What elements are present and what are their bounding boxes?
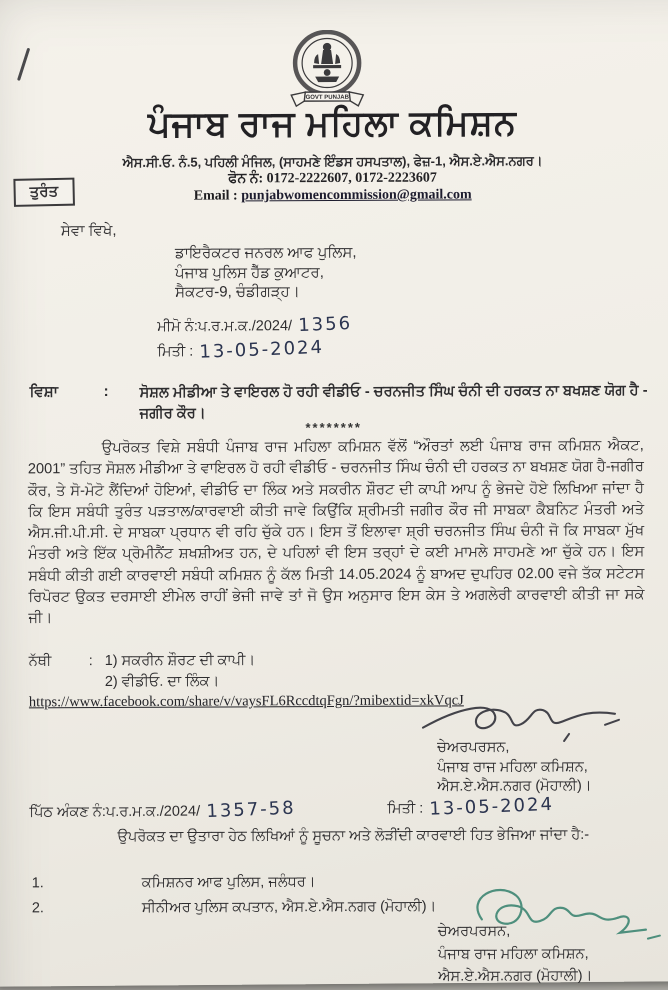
salutation: ਸੇਵਾ ਵਿਖੇ, — [60, 221, 117, 240]
enclosure-label: ਨੱਥੀ — [28, 653, 52, 670]
enclosure-item: 1) ਸਕਰੀਨ ਸ਼ੌਰਟ ਦੀ ਕਾਪੀ। — [104, 652, 256, 670]
endorsement-number-line — [29, 799, 295, 821]
recipient-line: ਡਾਇਰੈਕਟਰ ਜਨਰਲ ਆਫ ਪੁਲਿਸ, — [174, 243, 357, 262]
govt-punjab-emblem-icon — [273, 30, 381, 114]
memo-date-line — [157, 336, 325, 363]
signatory-org: ਪੰਜਾਬ ਰਾਜ ਮਹਿਲਾ ਕਮਿਸ਼ਨ, — [437, 945, 589, 963]
endorsement-label: ਪਿੱਠ ਅੰਕਣ ਨੰ:ਪ.ਰ.ਮ.ਕ./2024/ — [29, 803, 201, 821]
recipient-address-block — [175, 243, 357, 302]
lion-capital-silhouette — [313, 43, 341, 82]
org-email-line — [0, 187, 667, 206]
email-label: Email : — [193, 188, 238, 204]
endorsement-note: ਉਪਰੋਕਤ ਦਾ ਉਤਾਰਾ ਹੇਠ ਲਿਖਿਆਂ ਨੂੰ ਸੂਚਨਾ ਅਤੇ ਲੋੜੀਂਦੀ ਕਾਰਵਾਈ ਹਿਤ ਭੇਜਿਆ ਜਾਂਦਾ ਹੈ:- — [117, 826, 590, 845]
signature-block-2 — [438, 920, 593, 988]
subject-colon: : — [103, 382, 109, 401]
pen-tick-mark — [17, 48, 30, 81]
signatory-org: ਪੰਜਾਬ ਰਾਜ ਮਹਿਲਾ ਕਮਿਸ਼ਨ, — [437, 758, 588, 776]
enclosure-colon: : — [88, 653, 93, 670]
org-address: ਐਸ.ਸੀ.ਓ. ਨੰ.5, ਪਹਿਲੀ ਮੰਜਿਲ, (ਸਾਹਮਣੇ ਇੰਡਸ ਹਸਪਤਾਲ), ਫੇਜ਼-1, ਐਸ.ਏ.ਐਸ.ਨਗਰ। — [122, 153, 543, 170]
urgent-stamp: ਤੁਰੰਤ — [13, 178, 74, 207]
subject-label: ਵਿਸ਼ਾ — [29, 383, 59, 401]
memo-number-line — [157, 314, 352, 336]
facebook-video-link[interactable]: https://www.facebook.com/share/v/vaysFL6RccdtqFgn/?mibextid=xkVqcJ — [28, 692, 464, 711]
signatory-title: ਚੇਅਰਪਰਸਨ, — [437, 739, 510, 756]
endorsement-date-handwritten: 13-05-2024 — [428, 793, 555, 820]
subject-text: ਸੋਸ਼ਲ ਮੀਡੀਆ ਤੇ ਵਾਇਰਲ ਹੋ ਰਹੀ ਵੀਡੀਓ - ਚਰਨਜੀਤ ਸਿੰਘ ਚੰਨੀ ਦੀ ਹਰਕਤ ਨਾ ਬਖਸ਼ਣ ਯੋਗ ਹੈ - ਜਗੀਰ ਕੌਰ। — [139, 382, 648, 422]
endorsement-date-line — [387, 793, 555, 820]
org-title: ਪੰਜਾਬ ਰਾਜ ਮਹਿਲਾ ਕਮਿਸ਼ਨ — [147, 103, 517, 144]
emblem-banner-text: GOVT PUNJAB — [305, 94, 349, 101]
signatory-place: ਐਸ.ਏ.ਐਸ.ਨਗਰ (ਮੋਹਾਲੀ)। — [438, 967, 593, 985]
org-phone: ਫੋਨ ਨੰ: 0172-2222607, 0172-2223607 — [228, 170, 437, 187]
memo-date-handwritten: 13-05-2024 — [198, 336, 325, 363]
separator-stars: ******** — [305, 419, 362, 436]
letter-body: ਉਪਰੋਕਤ ਵਿਸ਼ੇ ਸਬੰਧੀ ਪੰਜਾਬ ਰਾਜ ਮਹਿਲਾ ਕਮਿਸ਼ਨ ਵੱਲੋਂ “ਔਰਤਾਂ ਲਈ ਪੰਜਾਬ ਰਾਜ ਕਮਿਸ਼ਨ ਐਕਟ, 2001” ਤਹਿਤ ਸੋਸ਼ਲ ਮੀਡੀਆ ਤੇ ਵਾਇਰਲ ਹੋ ਰਹੀ ਵੀਡੀਓ - ਚਰਨਜੀਤ ਸਿੰਘ ਚੰਨੀ ਦੀ ਹਰਕਤ ਨਾ ਬਖਸ਼ਣ ਯੋਗ ਹੈ-ਜਗੀਰ ਕੌਰ, ਤੇ ਸੋ-ਮੋਟੋ ਲੈਂਦਿਆਂ ਹੋਇਆਂ, ਵੀਡੀਓ ਦਾ ਲਿੰਕ ਅਤੇ ਸਕਰੀਨ ਸ਼ੌਰਟ ਦੀ ਕਾਪੀ ਆਪ ਨੂੰ ਭੇਜਦੇ ਹੋਏ ਲਿਖਿਆ ਜਾਂਦਾ ਹੈ ਕਿ ਇਸ ਸਬੰਧੀ ਤੁਰੰਤ ਪੜਤਾਲ/ਕਾਰਵਾਈ ਕੀਤੀ ਜਾਵੇ ਕਿਉਂਕਿ ਸ਼੍ਰੀਮਤੀ ਜਗੀਰ ਕੌਰ ਜੀ ਸਾਬਕਾ ਕੈਬਨਿਟ ਮੰਤਰੀ ਅਤੇ ਐਸ.ਜੀ.ਪੀ.ਸੀ. ਦੇ ਸਾਬਕਾ ਪ੍ਰਧਾਨ ਵੀ ਰਹਿ ਚੁੱਕੇ ਹਨ। ਇਸ ਤੋਂ ਇਲਾਵਾ ਸ਼੍ਰੀ ਚਰਨਜੀਤ ਸਿੰਘ ਚੰਨੀ ਜੋ ਕਿ ਸਾਬਕਾ ਮੁੱਖ ਮੰਤਰੀ ਅਤੇ ਇੱਕ ਪ੍ਰੋਮੀਨੈਂਟ ਸ਼ਖਸ਼ੀਅਤ ਹਨ, ਦੇ ਪਹਿਲਾਂ ਵੀ ਇਸ ਤਰ੍ਹਾਂ ਦੇ ਕਈ ਮਾਮਲੇ ਸਾਹਮਣੇ ਆ ਚੁੱਕੇ ਹਨ। ਇਸ ਸਬੰਧੀ ਕੀਤੀ ਗਈ ਕਾਰਵਾਈ ਸਬੰਧੀ ਕਮਿਸ਼ਨ ਨੂੰ ਕੱਲ ਮਿਤੀ 14.05.2024 ਨੂੰ ਬਾਅਦ ਦੁਪਹਿਰ 02.00 ਵਜੇ ਤੱਕ ਸਟੇਟਸ ਰਿਪੋਰਟ ਉਕਤ ਦਰਸਾਈ ਈਮੇਲ ਰਾਹੀਂ ਭੇਜੀ ਜਾਵੇ ਤਾਂ ਜੋ ਉਸ ਅਨੁਸਾਰ ਇਸ ਕੇਸ ਤੇ ਅਗਲੇਰੀ ਕਾਰਵਾਈ ਕੀਤੀ ਜਾ ਸਕੇ ਜੀ। — [27, 437, 645, 627]
memo-number-handwritten: 1356 — [297, 312, 353, 337]
signatory-title: ਚੇਅਰਪਰਸਨ, — [437, 923, 511, 940]
cc-recipient-number: 1. — [31, 875, 44, 892]
endorsement-date-label: ਮਿਤੀ : — [387, 800, 424, 817]
cc-recipient-number: 2. — [31, 900, 44, 917]
memo-number-label: ਮੀਮੋ ਨੰ:ਪ.ਰ.ਮ.ਕ./2024/ — [157, 318, 293, 335]
email-link[interactable]: punjabwomencommission@gmail.com — [241, 187, 472, 204]
cc-recipient: ਸੀਨੀਅਰ ਪੁਲਿਸ ਕਪਤਾਨ, ਐਸ.ਏ.ਐਸ.ਨਗਰ (ਮੋਹਾਲੀ)। — [141, 898, 437, 916]
memo-date-label: ਮਿਤੀ : — [157, 343, 194, 360]
endorsement-number-handwritten: 1357-58 — [205, 797, 296, 823]
signature-block-1 — [437, 738, 592, 797]
signatory-place: ਐਸ.ਏ.ਐਸ.ਨਗਰ (ਮੋਹਾਲੀ)। — [437, 777, 592, 795]
cc-recipient: ਕਮਿਸ਼ਨਰ ਆਫ ਪੁਲਿਸ, ਜਲੰਧਰ। — [141, 874, 316, 891]
recipient-line: ਪੰਜਾਬ ਪੁਲਿਸ ਹੈੱਡ ਕੁਆਟਰ, — [174, 263, 324, 282]
enclosure-item: 2) ਵੀਡੀਓ. ਦਾ ਲਿੰਕ। — [104, 673, 220, 691]
recipient-line: ਸੈਕਟਰ-9, ਚੰਡੀਗੜ੍ਹ। — [175, 283, 300, 301]
